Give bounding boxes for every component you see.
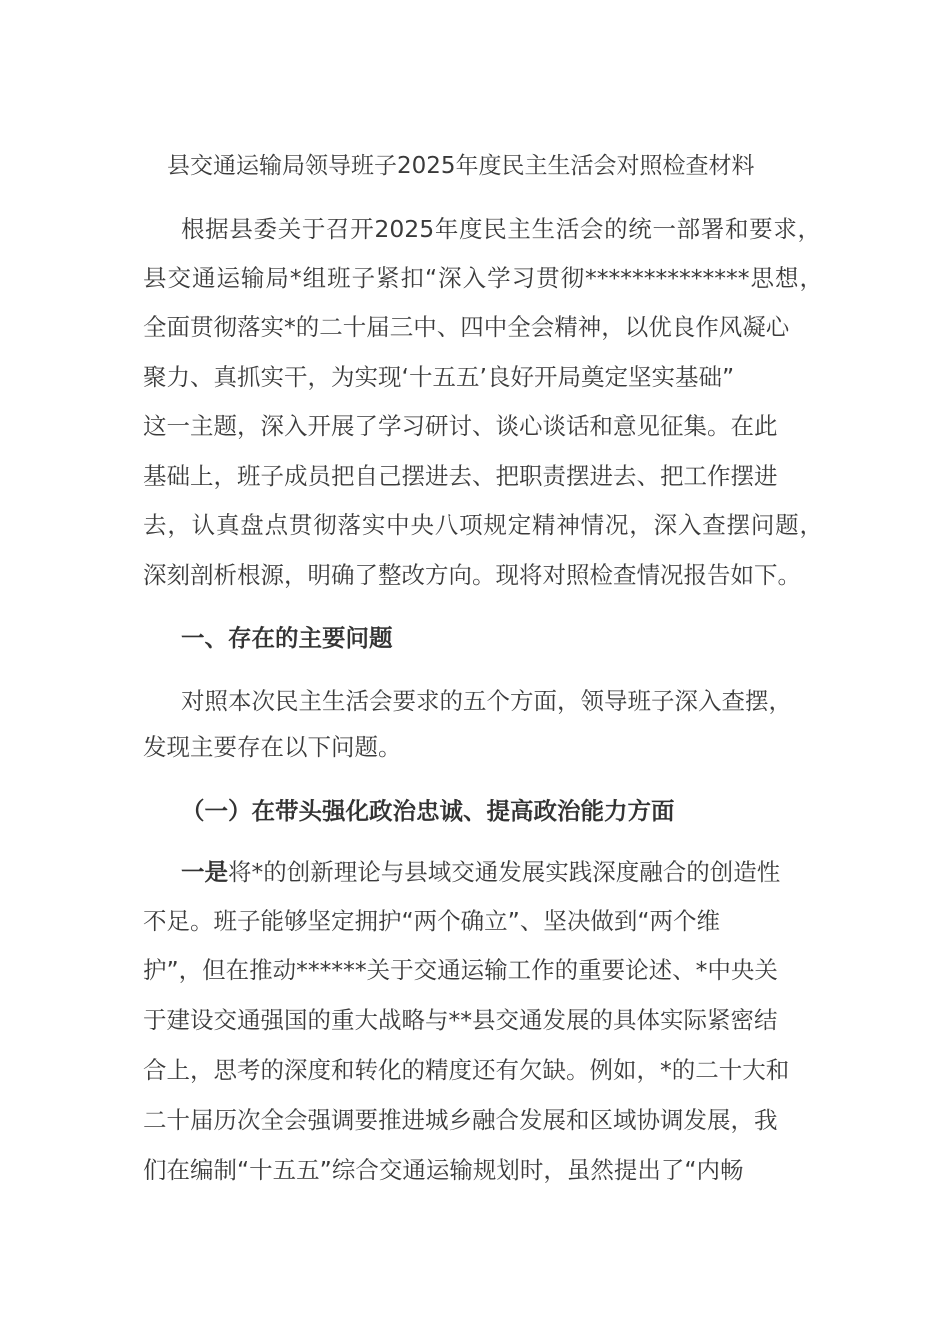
paragraph-line: 发现主要存在以下问题。 — [143, 733, 402, 761]
paragraph-line: 护”，但在推动******关于交通运输工作的重要论述、*中央关 — [143, 956, 778, 984]
paragraph-line: 不足。班子能够坚定拥护“两个确立”、坚决做到“两个维 — [143, 907, 721, 935]
subsection-heading: （一）在带头强化政治忠诚、提高政治能力方面 — [181, 797, 675, 825]
paragraph-line: 于建设交通强国的重大战略与**县交通发展的具体实际紧密结 — [143, 1006, 778, 1034]
paragraph-line: 合上，思考的深度和转化的精度还有欠缺。例如，*的二十大和 — [143, 1056, 790, 1084]
paragraph-line: 基础上，班子成员把自己摆进去、把职责摆进去、把工作摆进 — [143, 462, 778, 490]
paragraph-line — [181, 857, 861, 887]
paragraph-line: 去，认真盘点贯彻落实中央八项规定精神情况，深入查摆问题， — [143, 511, 823, 539]
paragraph-line: 根据县委关于召开2025年度民主生活会的统一部署和要求， — [181, 215, 821, 243]
section-heading: 一、存在的主要问题 — [181, 624, 393, 652]
paragraph-line: 二十届历次全会强调要推进城乡融合发展和区域协调发展，我 — [143, 1106, 778, 1134]
lead-label: 一是 — [181, 858, 228, 886]
paragraph-line: 全面贯彻落实*的二十届三中、四中全会精神，以优良作风凝心 — [143, 313, 790, 341]
paragraph-line: 这一主题，深入开展了学习研讨、谈心谈话和意见征集。在此 — [143, 412, 778, 440]
document-title: 县交通运输局领导班子2025年度民主生活会对照检查材料 — [167, 153, 755, 179]
lead-text: 将*的创新理论与县域交通发展实践深度融合的创造性 — [228, 858, 781, 886]
paragraph-line: 聚力、真抓实干，为实现‘十五五’良好开局奠定坚实基础” — [143, 363, 735, 391]
paragraph-line: 们在编制“十五五”综合交通运输规划时，虽然提出了“内畅 — [143, 1156, 744, 1184]
paragraph-line: 深刻剖析根源，明确了整改方向。现将对照检查情况报告如下。 — [143, 561, 801, 589]
paragraph-line: 对照本次民主生活会要求的五个方面，领导班子深入查摆， — [181, 687, 792, 715]
paragraph-line: 县交通运输局*组班子紧扣“深入学习贯彻**************思想， — [143, 264, 823, 292]
